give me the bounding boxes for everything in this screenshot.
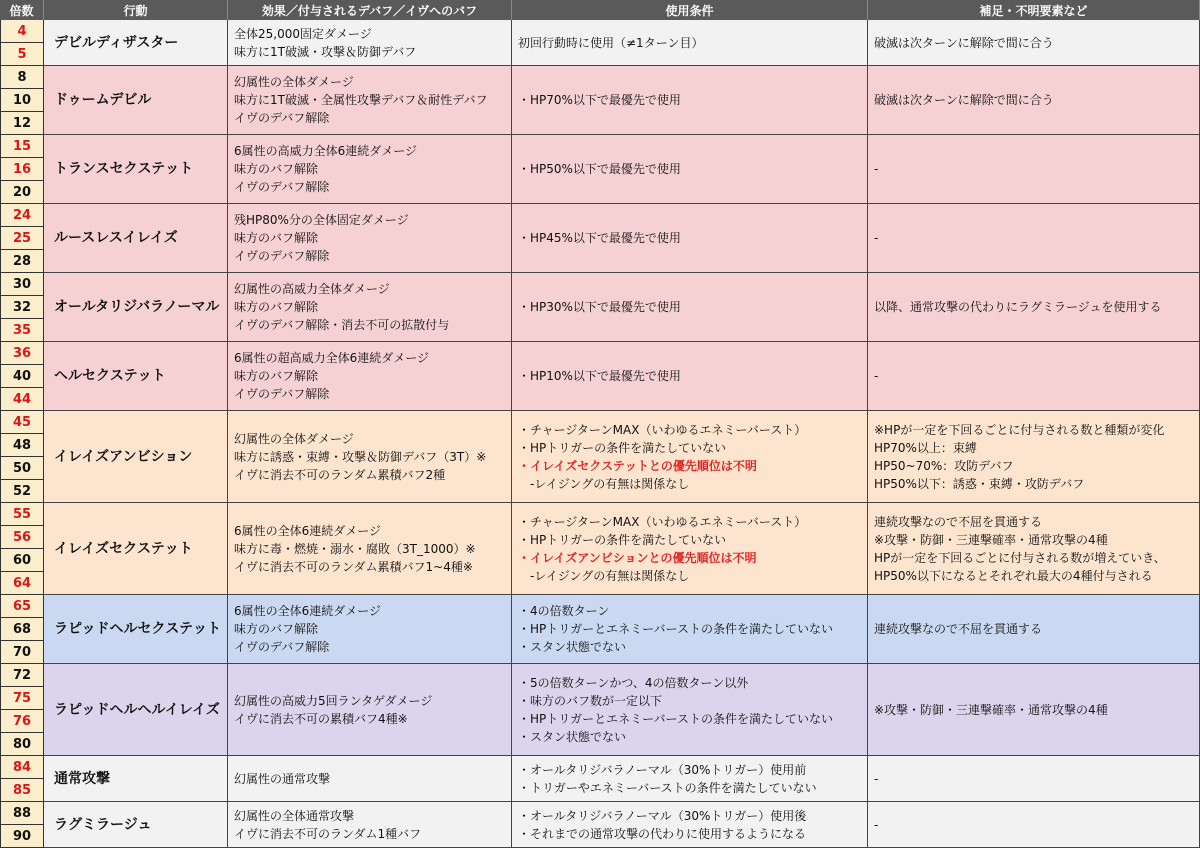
multiple-number-cell: 50	[0, 457, 44, 480]
effects-cell	[228, 503, 512, 595]
condition-line: ・チャージターンMAX（いわゆるエネミーバースト）	[518, 514, 807, 529]
condition-line: -レイジングの有無は関係なし	[518, 476, 690, 491]
condition-line: ・4の倍数ターン	[518, 604, 610, 618]
multiple-number-cell: 52	[0, 480, 44, 503]
effects-cell	[228, 273, 512, 342]
effect-line: 幻属性の高威力5回ランタゲダメージ	[234, 693, 433, 708]
notes-cell	[868, 204, 1200, 273]
note-line: -	[874, 817, 879, 832]
multiple-number-cell: 56	[0, 526, 44, 549]
effects-cell	[228, 135, 512, 204]
multiple-number-cell: 15	[0, 135, 44, 158]
notes-cell	[868, 802, 1200, 848]
conditions-cell	[512, 595, 868, 664]
multiple-number-cell: 76	[0, 710, 44, 733]
effect-line: 幻属性の全体通常攻撃	[234, 808, 355, 823]
effects-cell	[228, 20, 512, 66]
condition-line: ・イレイズセクステットとの優先順位は不明	[518, 458, 757, 473]
conditions-cell	[512, 66, 868, 135]
condition-line: ・5の倍数ターンかつ、4の倍数ターン以外	[518, 675, 749, 690]
notes-cell	[868, 411, 1200, 503]
multiple-number-cell: 20	[0, 181, 44, 204]
multiple-number-cell: 72	[0, 664, 44, 687]
note-line: 破滅は次ターンに解除で間に合う	[874, 35, 1054, 50]
effects-cell	[228, 66, 512, 135]
effect-line: 味方のバフ解除	[234, 231, 319, 245]
effect-line: 残HP80%分の全体固定ダメージ	[234, 213, 409, 227]
effect-line: 味方に1T破滅・全属性攻撃デバフ＆耐性デバフ	[234, 93, 488, 107]
conditions-cell	[512, 503, 868, 595]
condition-line: ・HPトリガーの条件を満たしていない	[518, 440, 727, 455]
column-header: 補足・不明要素など	[868, 0, 1200, 20]
note-line: 以降、通常攻撃の代わりにラグミラージュを使用する	[874, 300, 1162, 314]
multiple-number-cell: 45	[0, 411, 44, 434]
effect-line: 味方のバフ解除	[234, 300, 319, 314]
multiple-number-cell: 8	[0, 66, 44, 89]
note-line: ※攻撃・防御・三連撃確率・通常攻撃の4種	[874, 532, 1108, 547]
action-name-cell: イレイズセクステット	[44, 503, 228, 595]
condition-line: ・チャージターンMAX（いわゆるエネミーバースト）	[518, 422, 807, 437]
note-line: ※HPが一定を下回るごとに付与される数と種類が変化	[874, 422, 1165, 437]
multiple-number-cell: 30	[0, 273, 44, 296]
effect-line: イヴのデバフ解除	[234, 387, 330, 401]
notes-cell	[868, 273, 1200, 342]
effect-line: イヴに消去不可のランダム累積バフ2種	[234, 467, 446, 482]
effect-line: 味方に誘惑・束縛・攻撃＆防御デバフ（3T）※	[234, 449, 487, 464]
effect-line: 全体25,000固定ダメージ	[234, 26, 372, 41]
action-name-cell: ドゥームデビル	[44, 66, 228, 135]
notes-cell	[868, 664, 1200, 756]
condition-line: -レイジングの有無は関係なし	[518, 568, 690, 583]
effect-line: 幻属性の通常攻撃	[234, 771, 331, 786]
note-line: ※攻撃・防御・三連撃確率・通常攻撃の4種	[874, 702, 1108, 717]
multiple-number-cell: 24	[0, 204, 44, 227]
multiple-number-cell: 16	[0, 158, 44, 181]
note-line: HP70%以上：束縛	[874, 440, 977, 455]
multiple-number-cell: 85	[0, 779, 44, 802]
effect-line: 味方に毒・燃焼・溺水・腐敗（3T_1000）※	[234, 541, 476, 556]
note-line: HP50%以下になるとそれぞれ最大の4種付与される	[874, 568, 1153, 583]
action-name-cell: 通常攻撃	[44, 756, 228, 802]
multiple-number-cell: 12	[0, 112, 44, 135]
notes-cell	[868, 135, 1200, 204]
note-line: HP50~70%：攻防デバフ	[874, 458, 1014, 473]
multiple-number-cell: 10	[0, 89, 44, 112]
conditions-cell	[512, 411, 868, 503]
note-line: 連続攻撃なので不屈を貫通する	[874, 514, 1043, 529]
effects-cell	[228, 664, 512, 756]
effect-line: 味方のバフ解除	[234, 162, 319, 176]
conditions-cell	[512, 204, 868, 273]
column-header: 使用条件	[512, 0, 868, 20]
multiple-number-cell: 28	[0, 250, 44, 273]
conditions-cell	[512, 756, 868, 802]
column-header: 倍数	[0, 0, 44, 20]
effect-line: イヴのデバフ解除・消去不可の拡散付与	[234, 318, 450, 332]
effect-line: 味方に1T破滅・攻撃＆防御デバフ	[234, 44, 417, 59]
conditions-cell	[512, 20, 868, 66]
multiple-number-cell: 4	[0, 20, 44, 43]
condition-line: ・HP50%以下で最優先で使用	[518, 162, 681, 176]
effect-line: 幻属性の全体ダメージ	[234, 75, 354, 89]
conditions-cell	[512, 342, 868, 411]
effects-cell	[228, 204, 512, 273]
multiple-number-cell: 60	[0, 549, 44, 572]
effect-line: 幻属性の高威力全体ダメージ	[234, 282, 390, 296]
conditions-cell	[512, 664, 868, 756]
condition-line: ・HP30%以下で最優先で使用	[518, 300, 681, 314]
note-line: -	[874, 771, 879, 786]
note-line: 破滅は次ターンに解除で間に合う	[874, 93, 1054, 107]
effects-cell	[228, 802, 512, 848]
multiple-number-cell: 25	[0, 227, 44, 250]
multiple-number-cell: 32	[0, 296, 44, 319]
multiple-number-cell: 35	[0, 319, 44, 342]
action-name-cell: ラピッドヘルセクステット	[44, 595, 228, 664]
conditions-cell	[512, 802, 868, 848]
condition-line: ・HPトリガーの条件を満たしていない	[518, 532, 727, 547]
condition-line: ・HP70%以下で最優先で使用	[518, 93, 681, 107]
effect-line: 6属性の全体6連続ダメージ	[234, 604, 382, 618]
note-line: -	[874, 162, 879, 176]
condition-line: ・トリガーやエネミーバーストの条件を満たしていない	[518, 780, 817, 795]
condition-line: ・味方のバフ数が一定以下	[518, 693, 663, 708]
effect-line: 幻属性の全体ダメージ	[234, 431, 354, 446]
multiple-number-cell: 68	[0, 618, 44, 641]
effects-cell	[228, 756, 512, 802]
action-name-cell: ルースレスイレイズ	[44, 204, 228, 273]
condition-line: ・オールタリジバラノーマル（30%トリガー）使用前	[518, 762, 807, 777]
effect-line: 6属性の高威力全体6連続ダメージ	[234, 144, 418, 158]
action-name-cell: オールタリジバラノーマル	[44, 273, 228, 342]
multiple-number-cell: 70	[0, 641, 44, 664]
multiple-number-cell: 5	[0, 43, 44, 66]
effect-line: 味方のバフ解除	[234, 622, 319, 636]
effect-line: イヴのデバフ解除	[234, 180, 330, 194]
condition-line: ・HP45%以下で最優先で使用	[518, 231, 681, 245]
effect-line: イヴのデバフ解除	[234, 640, 330, 654]
notes-cell	[868, 66, 1200, 135]
condition-line: ・それまでの通常攻撃の代わりに使用するようになる	[518, 826, 807, 841]
effect-line: イヴに消去不可のランダム累積バフ1~4種※	[234, 559, 473, 574]
effect-line: 味方のバフ解除	[234, 369, 319, 383]
multiple-number-cell: 84	[0, 756, 44, 779]
effect-line: 6属性の全体6連続ダメージ	[234, 523, 382, 538]
condition-line: ・HPトリガーとエネミーバーストの条件を満たしていない	[518, 711, 833, 726]
multiple-number-cell: 75	[0, 687, 44, 710]
column-header: 効果／付与されるデバフ／イヴへのバフ	[228, 0, 512, 20]
condition-line: ・HP10%以下で最優先で使用	[518, 369, 681, 383]
effect-line: イヴのデバフ解除	[234, 249, 330, 263]
multiple-number-cell: 48	[0, 434, 44, 457]
effect-line: 6属性の超高威力全体6連続ダメージ	[234, 351, 430, 365]
note-line: 連続攻撃なので不屈を貫通する	[874, 622, 1043, 636]
multiple-number-cell: 44	[0, 388, 44, 411]
note-line: HPが一定を下回るごとに付与される数が増えていき、	[874, 550, 1166, 565]
action-name-cell: イレイズアンビション	[44, 411, 228, 503]
notes-cell	[868, 756, 1200, 802]
conditions-cell	[512, 135, 868, 204]
condition-line: ・スタン状態でない	[518, 640, 627, 654]
condition-line: ・イレイズアンビションとの優先順位は不明	[518, 550, 757, 565]
notes-cell	[868, 20, 1200, 66]
condition-line: ・HPトリガーとエネミーバーストの条件を満たしていない	[518, 622, 833, 636]
action-name-cell: ラピッドヘルヘルイレイズ	[44, 664, 228, 756]
effects-cell	[228, 342, 512, 411]
effect-line: イヴに消去不可のランダム1種バフ	[234, 826, 422, 841]
note-line: HP50%以下：誘惑・束縛・攻防デバフ	[874, 476, 1085, 491]
effect-line: イヴに消去不可の累積バフ4種※	[234, 711, 408, 726]
notes-cell	[868, 503, 1200, 595]
action-name-cell: トランスセクステット	[44, 135, 228, 204]
notes-cell	[868, 342, 1200, 411]
condition-line: 初回行動時に使用（≠1ターン目）	[518, 35, 704, 50]
multiple-number-cell: 90	[0, 825, 44, 848]
multiple-number-cell: 65	[0, 595, 44, 618]
multiple-number-cell: 80	[0, 733, 44, 756]
conditions-cell	[512, 273, 868, 342]
column-header: 行動	[44, 0, 228, 20]
multiple-number-cell: 40	[0, 365, 44, 388]
multiple-number-cell: 88	[0, 802, 44, 825]
condition-line: ・スタン状態でない	[518, 729, 627, 744]
action-name-cell: ラグミラージュ	[44, 802, 228, 848]
multiple-number-cell: 55	[0, 503, 44, 526]
multiple-number-cell: 64	[0, 572, 44, 595]
condition-line: ・オールタリジバラノーマル（30%トリガー）使用後	[518, 808, 807, 823]
note-line: -	[874, 231, 879, 245]
action-name-cell: ヘルセクステット	[44, 342, 228, 411]
note-line: -	[874, 369, 879, 383]
effects-cell	[228, 411, 512, 503]
multiple-number-cell: 36	[0, 342, 44, 365]
action-name-cell: デビルディザスター	[44, 20, 228, 66]
effects-cell	[228, 595, 512, 664]
notes-cell	[868, 595, 1200, 664]
effect-line: イヴのデバフ解除	[234, 111, 330, 125]
